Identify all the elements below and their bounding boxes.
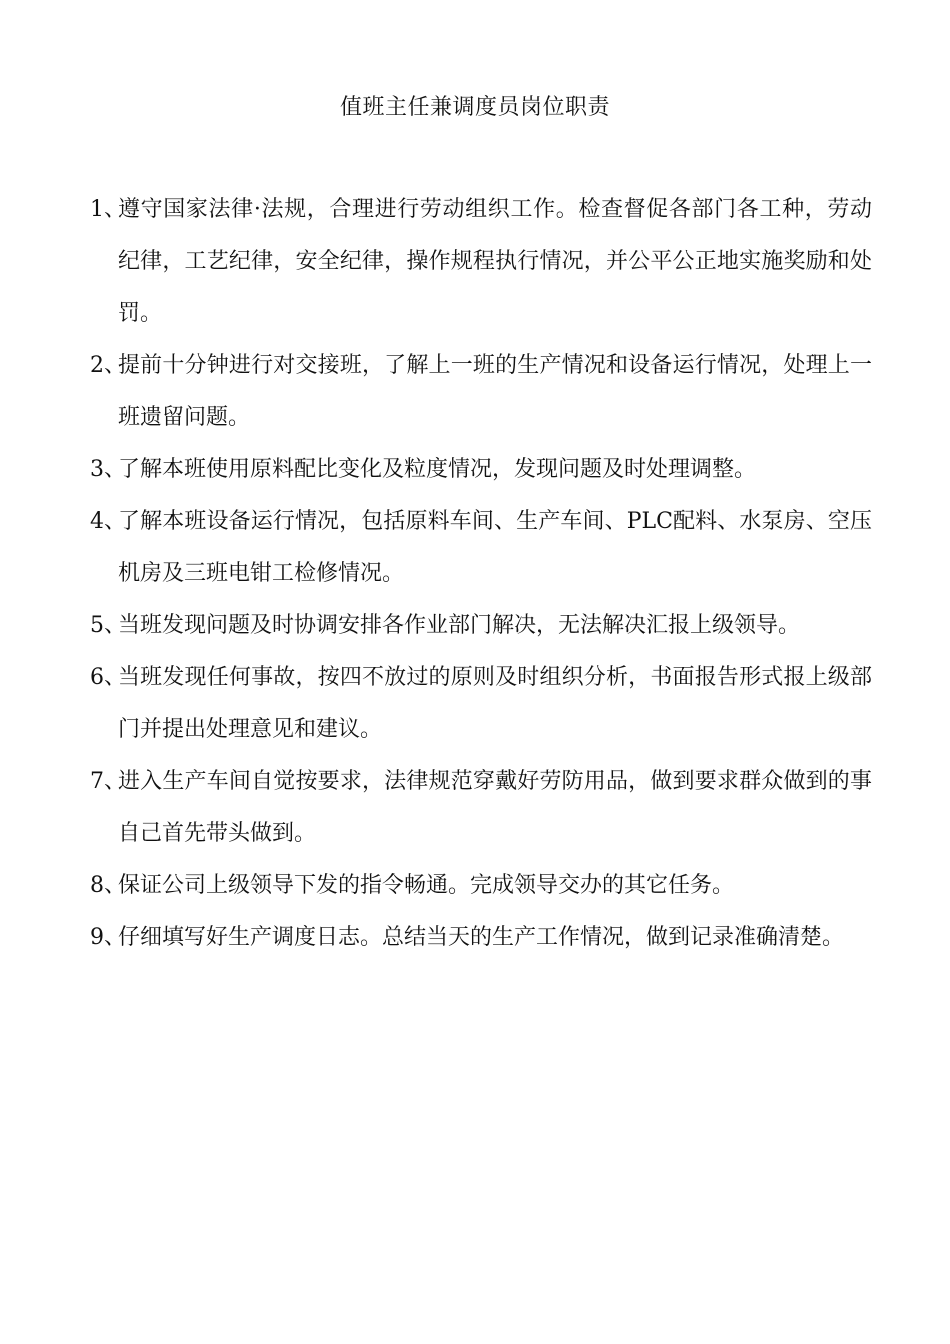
duty-list [90,184,872,964]
duty-text: 进入生产车间自觉按要求，法律规范穿戴好劳防用品，做到要求群众做到的事自己首先带头做到。 [118,769,872,846]
duty-text: 仔细填写好生产调度日志。总结当天的生产工作情况，做到记录准确清楚。 [118,925,845,950]
duty-text: 当班发现问题及时协调安排各作业部门解决，无法解决汇报上级领导。 [118,613,801,638]
duty-item-6 [90,652,872,756]
duty-item-7 [90,756,872,860]
duty-text: 了解本班设备运行情况，包括原料车间、生产车间、PLC配料、水泵房、空压机房及三班电钳工检修情况。 [118,509,872,586]
duty-number: 1、 [90,197,126,222]
duty-item-3 [90,444,872,496]
duty-text: 提前十分钟进行对交接班，了解上一班的生产情况和设备运行情况，处理上一班遗留问题。 [118,353,872,430]
duty-number: 8、 [90,873,126,898]
duty-number: 4、 [90,509,126,534]
duty-number: 5、 [90,613,126,638]
duty-text: 当班发现任何事故，按四不放过的原则及时组织分析，书面报告形式报上级部门并提出处理意见和建议。 [118,665,872,742]
duty-number: 3、 [90,457,126,482]
duty-item-9 [90,912,872,964]
duty-item-5 [90,600,872,652]
duty-text: 遵守国家法律·法规，合理进行劳动组织工作。检查督促各部门各工种，劳动纪律，工艺纪律，安全纪律，操作规程执行情况，并公平公正地实施奖励和处罚。 [118,197,872,326]
duty-item-1 [90,184,872,340]
duty-item-2 [90,340,872,444]
duty-number: 2、 [90,353,126,378]
page-title: 值班主任兼调度员岗位职责 [339,95,610,120]
duty-text: 保证公司上级领导下发的指令畅通。完成领导交办的其它任务。 [118,873,735,898]
duty-item-8 [90,860,872,912]
duty-number: 9、 [90,925,126,950]
duty-text: 了解本班使用原料配比变化及粒度情况，发现问题及时处理调整。 [118,457,757,482]
duty-item-4 [90,496,872,600]
duty-number: 7、 [90,769,126,794]
duty-number: 6、 [90,665,126,690]
